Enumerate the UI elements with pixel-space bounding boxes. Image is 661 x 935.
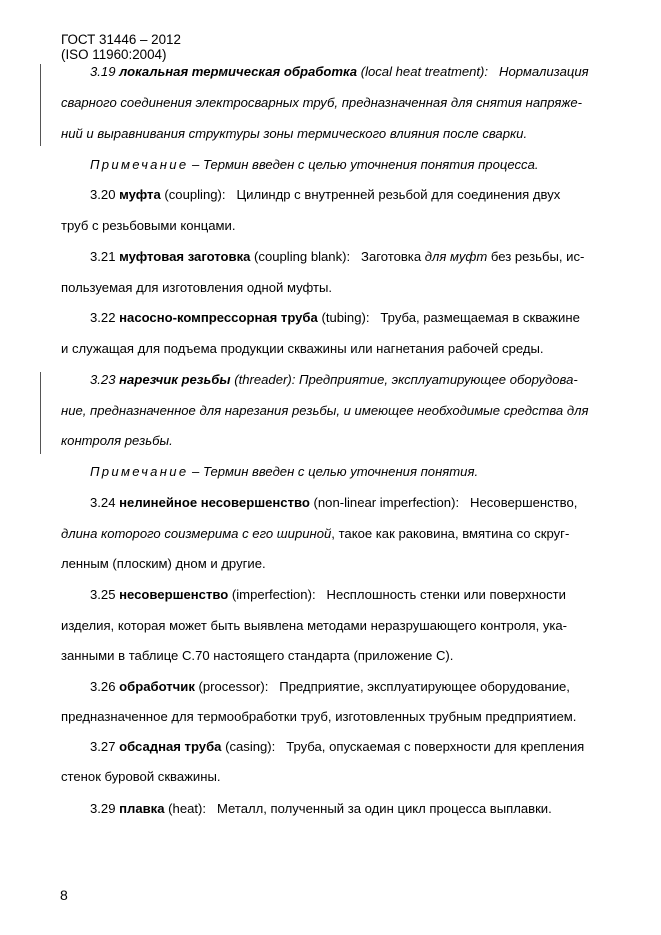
term-name: плавка — [119, 801, 165, 816]
term-definition: Несплошность стенки или поверхности — [326, 587, 566, 602]
term-3-23-line-2: ние, предназначенное для нарезания резьбы, и имеющее необходимые средства для — [61, 403, 589, 418]
term-english: (local heat treatment): — [360, 64, 489, 79]
term-definition: Предприятие, эксплуатирующее оборудование, — [279, 679, 570, 694]
term-3-22-line-2: и служащая для подъема продукции скважины или нагнетания рабочей среды. — [61, 341, 544, 356]
term-3-26-line-1 — [90, 679, 570, 695]
term-3-19-line-2: сварного соединения электросварных труб, предназначенная для снятия напряже- — [61, 95, 582, 110]
iso-reference: (ISO 11960:2004) — [61, 47, 167, 62]
term-definition: Нормализация — [498, 64, 589, 79]
term-number: 3.26 — [90, 679, 116, 694]
term-3-22-line-1 — [90, 310, 580, 326]
note-text: – Термин введен с целью уточнения понятия процесса. — [192, 157, 539, 172]
term-english: (casing): — [225, 739, 276, 754]
term-3-20-line-2: труб с резьбовыми концами. — [61, 218, 236, 233]
term-3-23-line-3: контроля резьбы. — [61, 433, 173, 448]
term-definition: Цилиндр с внутренней резьбой для соединения двух — [236, 187, 561, 202]
term-english: (imperfection): — [231, 587, 316, 602]
term-number: 3.29 — [90, 801, 116, 816]
standard-number: ГОСТ 31446 – 2012 — [61, 32, 181, 47]
term-english: (processor): — [198, 679, 269, 694]
term-3-25-line-2: изделия, которая может быть выявлена методами неразрушающего контроля, ука- — [61, 618, 568, 633]
note-label: Примечание — [90, 464, 189, 479]
term-3-29-line-1 — [90, 801, 552, 817]
term-number: 3.21 — [90, 249, 116, 264]
term-name: нелинейное несовершенство — [119, 495, 310, 510]
term-number: 3.27 — [90, 739, 116, 754]
term-number: 3.24 — [90, 495, 116, 510]
term-number: 3.20 — [90, 187, 116, 202]
term-3-19-line-3: ний и выравнивания структуры зоны термического влияния после сварки. — [61, 126, 528, 141]
term-3-26-line-2: предназначенное для термообработки труб, изготовленных трубным предприятием. — [61, 709, 577, 724]
change-bar-1 — [40, 64, 41, 146]
term-number: 3.25 — [90, 587, 116, 602]
term-3-19-line-1 — [90, 64, 589, 80]
note-2 — [90, 464, 478, 480]
term-definition-italic: для муфт — [424, 249, 488, 264]
term-3-24-line-3: ленным (плоским) дном и другие. — [61, 556, 266, 571]
note-label: Примечание — [90, 157, 189, 172]
term-definition: Заготовка — [361, 249, 422, 264]
term-english: (tubing): — [321, 310, 370, 325]
term-definition: Труба, опускаемая с поверхности для крепления — [286, 739, 585, 754]
term-name: локальная термическая обработка — [119, 64, 358, 79]
term-3-21-line-1 — [90, 249, 584, 265]
page-number: 8 — [60, 887, 68, 903]
term-english: (heat): — [168, 801, 207, 816]
term-number: 3.23 — [90, 372, 116, 387]
term-definition: Металл, полученный за один цикл процесса выплавки. — [216, 801, 552, 816]
term-name: несовершенство — [119, 587, 229, 602]
term-number: 3.22 — [90, 310, 116, 325]
term-name: обработчик — [119, 679, 195, 694]
term-3-27-line-1 — [90, 739, 584, 755]
term-3-24-line-1 — [90, 495, 577, 511]
term-english: (coupling blank): — [254, 249, 351, 264]
term-3-27-line-2: стенок буровой скважины. — [61, 769, 221, 784]
term-name: муфта — [119, 187, 161, 202]
term-3-20-line-1 — [90, 187, 560, 203]
note-1 — [90, 157, 539, 173]
term-3-25-line-1 — [90, 587, 566, 603]
change-bar-2 — [40, 372, 41, 454]
term-3-23-line-1 — [90, 372, 578, 388]
term-3-25-line-3: занными в таблице С.70 настоящего стандарта (приложение С). — [61, 648, 454, 663]
term-3-24-line-2 — [61, 526, 569, 542]
term-name: муфтовая заготовка — [119, 249, 251, 264]
term-3-21-line-2: пользуемая для изготовления одной муфты. — [61, 280, 333, 295]
term-name: насосно-компрессорная труба — [119, 310, 318, 325]
term-definition: Несовершенство, — [470, 495, 578, 510]
term-definition-end: , такое как раковина, вмятина со скруг- — [331, 526, 570, 541]
term-definition: Предприятие, эксплуатирующее оборудова- — [298, 372, 578, 387]
term-number: 3.19 — [90, 64, 116, 79]
term-english: (threader): — [234, 372, 296, 387]
term-definition: Труба, размещаемая в скважине — [380, 310, 580, 325]
term-name: нарезчик резьбы — [119, 372, 231, 387]
term-definition-italic: длина которого соизмерима с его шириной — [61, 526, 332, 541]
term-english: (non-linear imperfection): — [313, 495, 460, 510]
term-name: обсадная труба — [119, 739, 222, 754]
term-english: (coupling): — [164, 187, 226, 202]
term-definition-end: без резьбы, ис- — [490, 249, 585, 264]
note-text: – Термин введен с целью уточнения понятия. — [192, 464, 479, 479]
